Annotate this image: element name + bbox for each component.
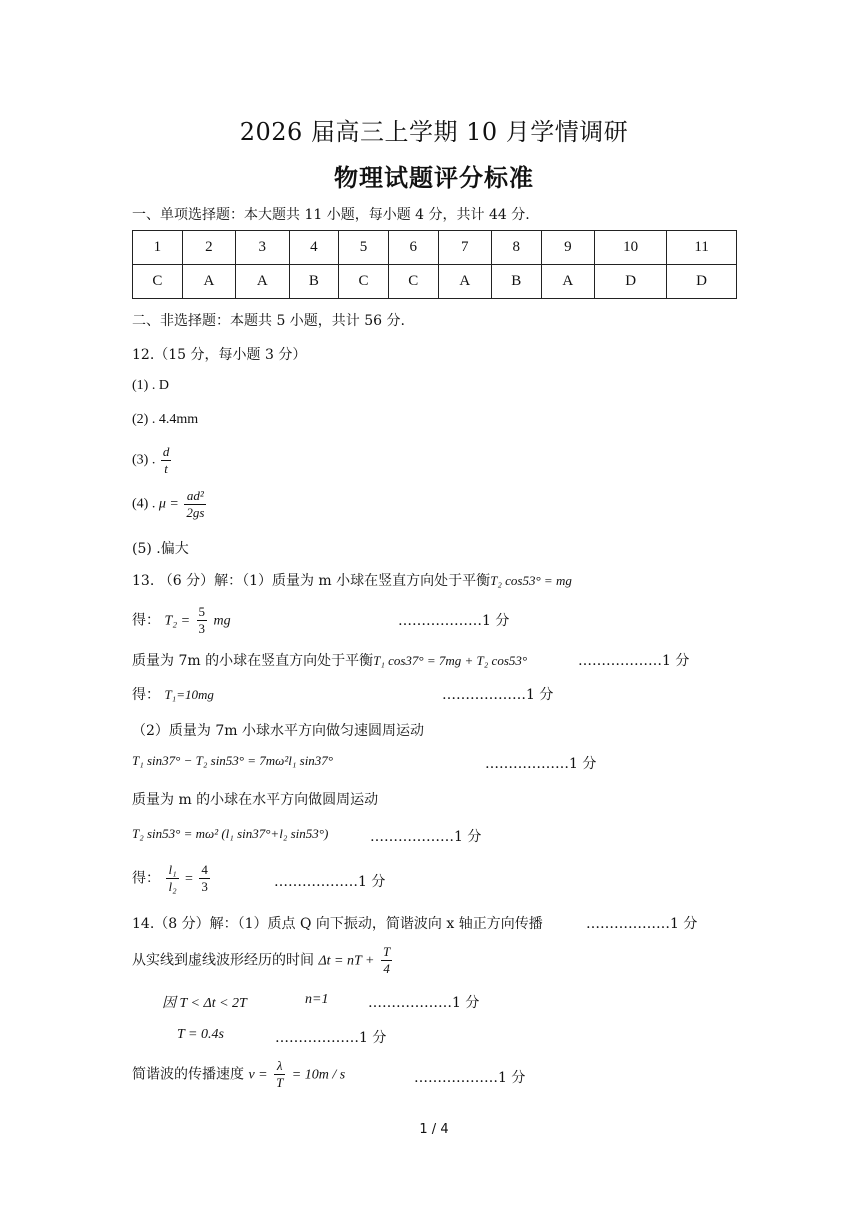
q13-line-2-lhs: T₂ = <box>164 613 191 629</box>
q12-answer-3-fraction <box>161 444 172 477</box>
q13-line-2-fraction <box>197 604 208 637</box>
q12-answer-4 <box>132 488 208 521</box>
question-number-cell: 5 <box>339 231 389 265</box>
q13-line-4-label: 得： <box>132 687 160 703</box>
q14-line-5-text: 简谐波的传播速度 <box>132 1066 244 1083</box>
answer-table-number-row <box>133 231 737 265</box>
fraction-denominator: l₂ <box>168 879 177 894</box>
q13-line-9-fraction-left <box>166 862 178 895</box>
question-number-cell: 11 <box>667 231 737 265</box>
q13-line-4-equation: T₁=10mg <box>164 687 214 702</box>
answer-cell: B <box>289 265 339 299</box>
question-number-cell: 1 <box>133 231 183 265</box>
score-mark: ………………1 分 <box>414 1070 526 1086</box>
score-mark: ………………1 分 <box>368 995 480 1011</box>
question-number-cell: 3 <box>236 231 289 265</box>
page-number: 1 / 4 <box>419 1122 449 1137</box>
fraction-numerator: T <box>382 944 391 959</box>
q12-answer-2: (2) . 4.4mm <box>132 412 199 427</box>
q13-line-9-fraction-right <box>199 862 210 895</box>
section2-heading: 二、非选择题：本题共 5 小题，共计 56 分. <box>132 313 405 329</box>
answer-cell: A <box>541 265 594 299</box>
q13-line-8-equation: T₂ sin53° = mω² (l₁ sin37°+l₂ sin53°) <box>132 826 329 841</box>
score-mark: ………………1 分 <box>578 653 690 669</box>
q13-line-2-label: 得： <box>132 612 160 629</box>
q12-answer-3-label: (3) . <box>132 452 156 468</box>
question-number-cell: 8 <box>491 231 541 265</box>
q14-line-3-condition: 因 T < Δt < 2T <box>162 996 247 1011</box>
score-mark: ………………1 分 <box>398 613 510 629</box>
answer-cell: C <box>339 265 389 299</box>
q13-line-7: 质量为 m 的小球在水平方向做圆周运动 <box>132 792 379 808</box>
fraction-numerator: l₁ <box>168 862 177 877</box>
score-mark: ………………1 分 <box>442 687 554 703</box>
q12-answer-1: (1) . D <box>132 378 169 393</box>
answer-cell: D <box>595 265 667 299</box>
q13-line-3-equation: T₁ cos37° = 7mg + T₂ cos53° <box>373 653 528 668</box>
q14-line-2 <box>132 944 394 977</box>
document-subtitle: 物理试题评分标准 <box>334 163 534 192</box>
fraction-denominator: 3 <box>201 879 208 894</box>
q13-line-3 <box>132 650 527 670</box>
q14-line-2-equation: Δt = nT + <box>318 953 375 969</box>
q12-answer-4-lhs: μ = <box>158 496 179 512</box>
question-number-cell: 9 <box>541 231 594 265</box>
q14-line-3-n: n=1 <box>305 992 329 1007</box>
answer-cell: A <box>182 265 235 299</box>
fraction-numerator: λ <box>274 1058 285 1075</box>
fraction-denominator: T <box>276 1075 284 1090</box>
q13-line-6-equation: T₁ sin37° − T₂ sin53° = 7mω²l₁ sin37° <box>132 753 333 768</box>
score-mark: ………………1 分 <box>275 1030 387 1046</box>
question-number-cell: 4 <box>289 231 339 265</box>
q13-line-9-label: 得： <box>132 870 160 887</box>
q12-answer-4-fraction <box>184 488 206 521</box>
answer-cell: C <box>133 265 183 299</box>
q13-line-5: （2）质量为 7m 小球水平方向做匀速圆周运动 <box>132 723 424 739</box>
q14-line-2-fraction <box>381 944 392 977</box>
q13-line-1 <box>132 570 572 590</box>
score-mark: ………………1 分 <box>586 916 698 932</box>
q13-line-2-rhs: mg <box>213 613 231 629</box>
document-title: 2026 届高三上学期 10 月学情调研 <box>239 118 629 146</box>
section1-heading: 一、单项选择题：本大题共 11 小题，每小题 4 分，共计 44 分. <box>132 207 530 223</box>
fraction-numerator: 4 <box>201 862 208 877</box>
q13-line-1-equation: T₂ cos53° = mg <box>490 573 572 588</box>
answer-cell: D <box>667 265 737 299</box>
score-mark: ………………1 分 <box>370 829 482 845</box>
question-number-cell: 10 <box>595 231 667 265</box>
question-number-cell: 7 <box>438 231 491 265</box>
score-mark: ………………1 分 <box>274 874 386 890</box>
answer-table <box>132 230 737 299</box>
q14-line-1: 14.（8 分）解：（1）质点 Q 向下振动，简谐波向 x 轴正方向传播 <box>132 916 543 932</box>
question-number-cell: 6 <box>388 231 438 265</box>
question-number-cell: 2 <box>182 231 235 265</box>
answer-cell: A <box>438 265 491 299</box>
q13-line-9 <box>132 862 212 895</box>
answer-cell: A <box>236 265 289 299</box>
answer-cell: B <box>491 265 541 299</box>
q13-line-4 <box>132 684 214 704</box>
answer-table-answer-row <box>133 265 737 299</box>
q14-line-4-equation: T = 0.4s <box>177 1027 224 1042</box>
q12-answer-3 <box>132 444 173 477</box>
q12-answer-5: (5) .偏大 <box>132 541 189 557</box>
q14-line-5-rhs: = 10m / s <box>291 1067 346 1083</box>
q12-answer-4-label: (4) . <box>132 496 156 512</box>
fraction-denominator: 4 <box>383 961 390 976</box>
q13-line-9-equals: = <box>185 871 193 887</box>
q12-header: 12.（15 分，每小题 3 分） <box>132 347 307 363</box>
q14-line-2-text: 从实线到虚线波形经历的时间 <box>132 952 314 969</box>
fraction-numerator: d <box>162 444 170 459</box>
fraction-numerator: ad² <box>184 488 206 505</box>
q14-line-5-fraction <box>274 1058 285 1091</box>
fraction-denominator: 3 <box>198 621 206 636</box>
q13-line-1-text: 13. （6 分）解：（1）质量为 m 小球在竖直方向处于平衡 <box>132 573 491 589</box>
fraction-numerator: 5 <box>198 604 206 619</box>
q14-line-5-lhs: v = <box>248 1067 268 1083</box>
answer-cell: C <box>388 265 438 299</box>
score-mark: ………………1 分 <box>485 756 597 772</box>
q14-line-5 <box>132 1058 345 1091</box>
fraction-denominator: t <box>164 461 168 476</box>
q13-line-2 <box>132 604 231 637</box>
fraction-denominator: 2gs <box>186 505 205 520</box>
q13-line-3-text: 质量为 7m 的小球在竖直方向处于平衡 <box>132 653 374 669</box>
